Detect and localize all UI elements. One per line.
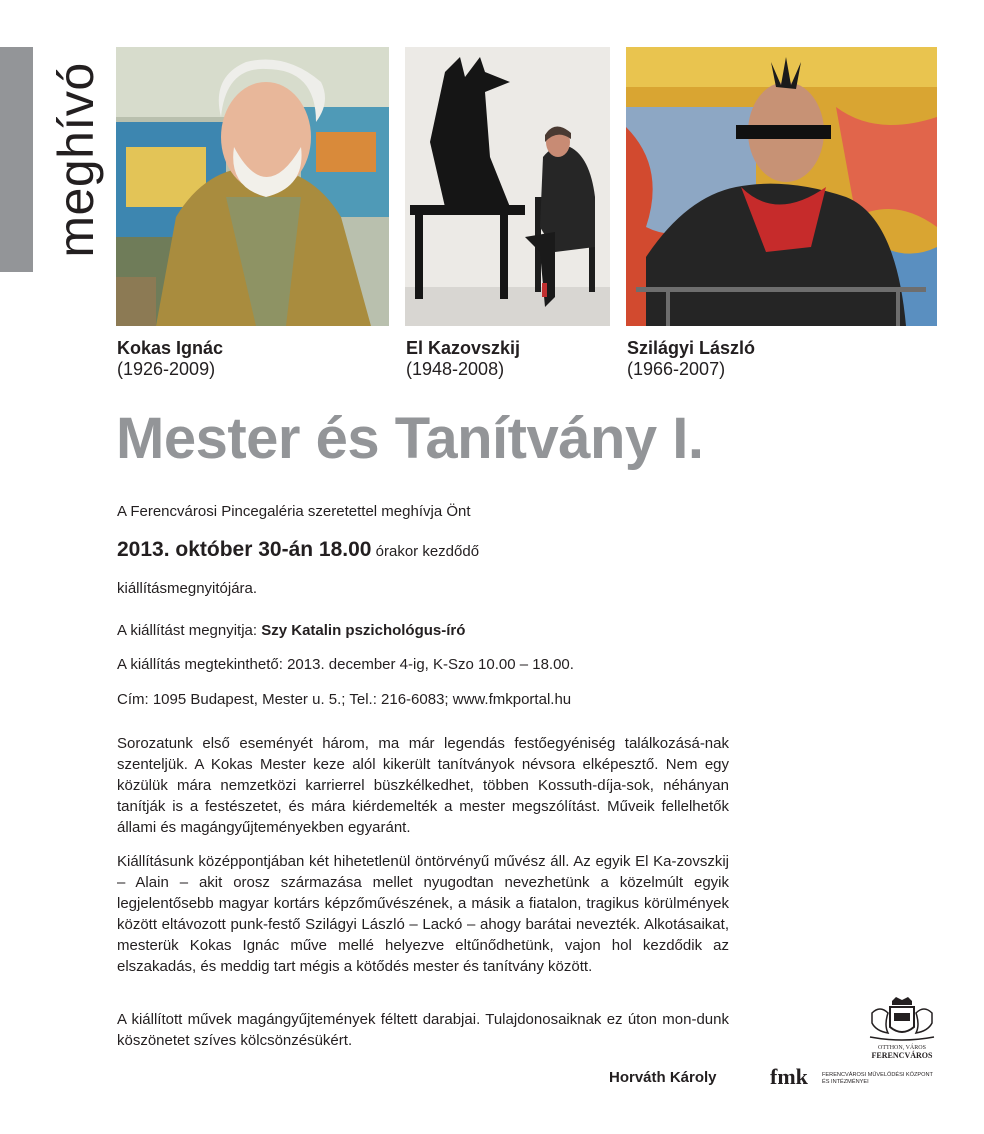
artist-name: El Kazovszkij [406, 338, 521, 358]
opener-label: A kiállítást megnyitja: [117, 622, 262, 639]
opener-name: Szy Katalin pszichológus-író [261, 622, 466, 639]
signature: Horváth Károly [609, 1069, 717, 1086]
artist-years: (1948-2008) [406, 359, 505, 379]
svg-text:OTTHON, VÁROS: OTTHON, VÁROS [878, 1045, 926, 1051]
event-date-line [117, 538, 479, 562]
side-label: meghívó [48, 62, 104, 258]
invite-line: A Ferencvárosi Pincegaléria szeretettel meghívja Önt [117, 503, 471, 520]
viewing-hours: A kiállítás megtekinthető: 2013. december 4-ig, K-Szo 10.00 – 18.00. [117, 656, 574, 673]
photo-el-kazovszkij [405, 47, 610, 326]
ferencvaros-crest-logo [862, 995, 942, 1061]
fmk-logo [770, 1064, 942, 1092]
exhibition-title: Mester és Tanítvány I. [116, 406, 704, 471]
photo-szilagyi-laszlo [626, 47, 937, 326]
svg-text:ÉS INTÉZMÉNYEI: ÉS INTÉZMÉNYEI [822, 1079, 869, 1085]
artist-name: Kokas Ignác [117, 338, 224, 358]
svg-text:FERENCVÁROSI MŰVELŐDÉSI KÖZPON: FERENCVÁROSI MŰVELŐDÉSI KÖZPONT [822, 1072, 933, 1078]
artist-name: Szilágyi László [627, 338, 756, 358]
event-date-rest: órakor kezdődő [371, 543, 480, 560]
event-date: 2013. október 30-án 18.00 [117, 538, 372, 561]
artist-caption-kokas [117, 338, 223, 380]
opener-line [117, 622, 465, 639]
svg-text:fmk: fmk [770, 1064, 808, 1089]
artist-years: (1966-2007) [627, 359, 726, 379]
address-line: Cím: 1095 Budapest, Mester u. 5.; Tel.: 216-6083; www.fmkportal.hu [117, 691, 572, 708]
body-paragraph-3: A kiállított művek magángyűjtemények féltett darabjai. Tulajdonosaiknak ez úton mon-dunk köszönetet szíves kölcsönzésükért. [117, 1011, 729, 1049]
artist-caption-kazovszkij [406, 338, 520, 380]
opening-word: kiállításmegnyitójára. [117, 580, 258, 597]
body-paragraph-1: Sorozatunk első eseményét három, ma már legendás festőegyéniség találkozásá-nak szenteljük. A Kokas Mester keze alól kikerült tanítványok névsora elképesztő. Nem egy közülük mára nemzetközi karrierrel büszkélkedhet, többen Kossuth-díja-sok, néhányan tanítják is a festészetet, és mára kiérdemelték a mester megszólítást. Műveik fellelhetők állami és magángyűjteményekben egyaránt. [117, 735, 729, 836]
photo-kokas-ignac [116, 47, 389, 326]
artist-caption-szilagyi [627, 338, 755, 380]
svg-text:FERENCVÁROS: FERENCVÁROS [871, 1051, 933, 1060]
artist-years: (1926-2009) [117, 359, 216, 379]
body-paragraph-2: Kiállításunk középpontjában két hihetetlenül öntörvényű művész áll. Az egyik El Ka-zovszkij – Alain – akit orosz származása mellet nyugodtan nevezhetünk a közelmúlt egyik legjelentősebb magyar kortárs képzőművészének, a másik a fiatalon, tragikus körülmények között eltávozott punk-festő Szilágyi László – Lackó – ahogy barátai nevezték. Alkotásaikat, mesterük Kokas Ignác műve mellé helyezve eltűnődhetünk, vajon hol kezdődik az elszakadás, és meddig tart mégis a kötődés mester és tanítvány között. [117, 853, 729, 975]
side-gray-bar [0, 47, 33, 272]
